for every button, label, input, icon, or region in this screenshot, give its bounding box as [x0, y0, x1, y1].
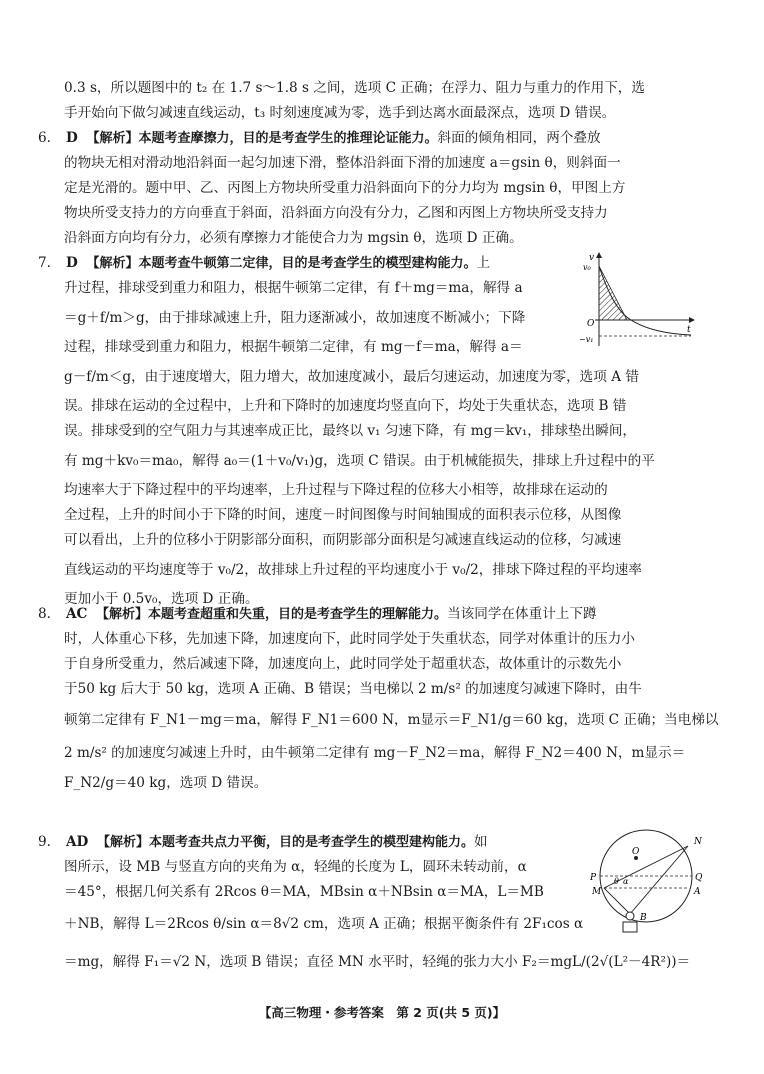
label-a: A: [694, 887, 701, 897]
question-header: [38, 251, 655, 276]
text-line: 于50 kg 后大于 50 kg，选项 A 正确、B 错误；当电梯以 2 m/s² 的加速度匀减速下降时，由牛: [64, 681, 642, 697]
answer-letter: AD: [66, 834, 89, 850]
ring-figure: [590, 826, 710, 936]
text-line: F_N2/g＝40 kg，选项 D 错误。: [64, 775, 268, 791]
text-line: ＝45°，根据几何关系有 2Rcos θ＝MA，MBsin α＋NBsin α＝MA，L＝MB: [64, 884, 544, 900]
text-line: 误。排球在运动的全过程中，上升和下降时的加速度均竖直向下，均处于失重状态，选项 B 错: [64, 398, 627, 414]
label-alpha: α: [623, 877, 629, 886]
question-number: 9.: [38, 834, 51, 850]
text-line: 全过程，上升的时间小于下降的时间，速度－时间图像与时间轴围成的面积表示位移，从图像: [64, 507, 622, 523]
analysis-tag: 【解析】: [97, 835, 150, 850]
text-line: 升过程，排球受到重力和阻力，根据牛顿第二定律，有 f＋mg＝ma，解得 a: [64, 280, 523, 296]
analysis-lead: 本题考查共点力平衡，目的是考查学生的模型建构能力。: [149, 835, 475, 850]
answer-letter: AC: [66, 606, 88, 622]
label-n: N: [694, 837, 702, 847]
question-header: [38, 126, 625, 151]
text-line: ＝mg，解得 F₁＝√2 N，选项 B 错误；直径 MN 水平时，轻绳的张力大小 F₂＝mgL/(2√(L²－4R²))＝: [64, 954, 691, 970]
analysis-lead: 本题考查超重和失重，目的是考查学生的理解能力。: [148, 607, 448, 622]
velocity-time-graph: [575, 250, 700, 350]
text-line: 2 m/s² 的加速度匀减速上升时，由牛顿第二定律有 mg－F_N2＝ma，解得 F_N2＝400 N，m显示＝: [64, 745, 686, 761]
text-line: 直线运动的平均速度等于 v₀/2，故排球上升过程的平均速度小于 v₀/2，排球下降过程的平均速率: [64, 562, 642, 578]
question-number: 6.: [38, 130, 51, 146]
question-6: [38, 126, 625, 251]
text-line: 定是光滑的。题中甲、乙、丙图上方物块所受重力沿斜面向下的分力均为 mgsin θ，甲图上方: [64, 180, 626, 196]
question-number: 7.: [38, 255, 51, 271]
shaded-area: [599, 266, 627, 320]
q5-tail: [64, 76, 645, 126]
answer-letter: D: [66, 255, 78, 271]
text-line: ＝g＋f/m＞g，由于排球减速上升，阻力逐渐减小，故加速度不断减小；下降: [64, 310, 526, 326]
analysis-tag: 【解析】: [86, 256, 139, 271]
text-line: 手开始向下做匀减速直线运动，t₃ 时刻速度减为零，选手到达离水面最深点，选项 D 错误。: [64, 105, 616, 121]
analysis-lead: 本题考查摩擦力，目的是考查学生的推理论证能力。: [138, 131, 438, 146]
text-line: 过程，排球受到重力和阻力，根据牛顿第二定律，有 mg－f＝ma，解得 a＝: [64, 339, 523, 355]
origin-label: O: [587, 319, 595, 329]
label-q: Q: [695, 873, 703, 883]
v0-label: v₀: [583, 263, 591, 272]
text-line: 的物块无相对滑动地沿斜面一起匀加速下滑，整体沿斜面下滑的加速度 a＝gsin θ，则斜面一: [64, 155, 621, 171]
question-8: [38, 602, 719, 798]
text-line: 如: [474, 834, 488, 850]
text-line: 物块所受支持力的方向垂直于斜面，沿斜面方向没有分力，乙图和丙图上方物块所受支持力: [64, 205, 608, 221]
analysis-tag: 【解析】: [96, 607, 149, 622]
label-theta: θ: [614, 877, 619, 886]
text-line: 沿斜面方向均有分力，必须有摩擦力才能使合力为 mgsin θ，选项 D 正确。: [64, 230, 523, 246]
t-axis-arrow: [689, 317, 695, 323]
v-axis-arrow: [596, 252, 602, 258]
text-line: 图所示，设 MB 与竖直方向的夹角为 α，轻绳的长度为 L，圆环未转动前，α: [64, 859, 527, 875]
page-footer: 【高三物理・参考答案 第 2 页(共 5 页)】: [258, 1005, 506, 1020]
text-line: g－f/m＜g，由于速度增大，阻力增大，故加速度减小，最后匀速运动，加速度为零，选项 A 错: [64, 369, 639, 385]
label-m: M: [592, 887, 602, 897]
text-line: 斜面的倾角相同，两个叠放: [437, 130, 601, 146]
t-axis-label: t: [687, 325, 691, 335]
question-7: [38, 251, 655, 612]
text-line: 可以看出，上升的位移小于阴影部分面积，而阴影部分面积是匀减速直线运动的位移，匀减速: [64, 532, 622, 548]
text-line: ＋NB，解得 L＝2Rcos θ/sin α＝8√2 cm，选项 A 正确；根据平衡条件有 2F₁cos α: [64, 916, 584, 932]
question-number: 8.: [38, 606, 51, 622]
text-line: 有 mg＋kv₀＝ma₀，解得 a₀＝(1＋v₀/v₁)g，选项 C 错误。由于机械能损失，排球上升过程中的平: [64, 453, 655, 469]
text-line: 时，人体重心下移，先加速下降，加速度向下，此时同学处于失重状态，同学对体重计的压力小: [64, 631, 635, 647]
neg-v1-label: −v₁: [579, 335, 594, 344]
text-line: 0.3 s，所以题图中的 t₂ 在 1.7 s～1.8 s 之间，选项 C 正确；在浮力、阻力与重力的作用下，选: [64, 80, 645, 96]
text-line: 均速率大于下降过程中的平均速率，上升过程与下降过程的位移大小相等，故排球在运动的: [64, 482, 608, 498]
text-line: 更加小于 0.5v₀，选项 D 正确。: [64, 591, 259, 607]
text-line: 于自身所受重力，然后减速下降，加速度向上，此时同学处于超重状态，故体重计的示数先小: [64, 656, 622, 672]
pulley-b: [626, 912, 634, 920]
weight-block: [623, 922, 637, 932]
text-line: 上: [476, 255, 491, 271]
text-line: 顿第二定律有 F_N1－mg＝ma，解得 F_N1＝600 N，m显示＝F_N1/g＝60 kg，选项 C 正确；当电梯以: [64, 712, 719, 728]
text-line: 误。排球受到的空气阻力与其速率成正比，最终以 v₁ 匀速下降，有 mg＝kv₁，排球垫出瞬间，: [64, 423, 637, 439]
text-line: 当该同学在体重计上下蹲: [447, 606, 597, 622]
label-o: O: [632, 847, 640, 857]
analysis-tag: 【解析】: [86, 131, 139, 146]
label-b: B: [640, 913, 647, 923]
answer-letter: D: [66, 130, 78, 146]
label-p: P: [590, 873, 597, 883]
question-header: [38, 602, 719, 627]
v-axis-label: v: [589, 253, 595, 263]
analysis-lead: 本题考查牛顿第二定律，目的是考查学生的模型建构能力。: [138, 256, 477, 271]
